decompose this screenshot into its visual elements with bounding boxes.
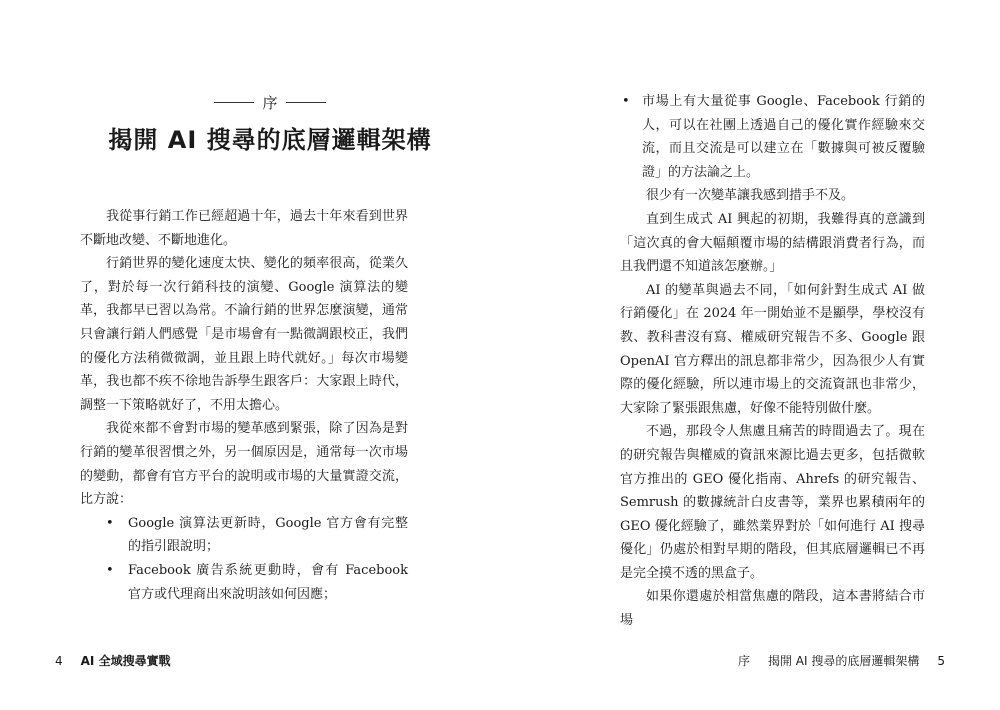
paragraph: 如果你還處於相當焦慮的階段，這本書將結合市場 xyxy=(620,589,925,629)
running-book-title: AI 全域搜尋實戰 xyxy=(80,654,171,668)
page-number: 4 xyxy=(55,653,63,668)
page-number: 5 xyxy=(937,653,945,668)
paragraph: 直到生成式 AI 興起的初期，我難得真的意識到「這次真的會大幅顛覆市場的結構跟消費者行為，而且我們還不知道該怎麼辦。」 xyxy=(620,211,925,275)
right-body-text xyxy=(620,90,925,633)
paragraph: 我從來都不會對市場的變革感到緊張，除了因為是對行銷的變革很習慣之外，另一個原因是，通常每一次市場的變動，都會有官方平台的說明或市場的大量實證交流，比方說： xyxy=(80,421,408,508)
bullet-item: • Google 演算法更新時，Google 官方會有完整的指引跟說明； xyxy=(80,512,408,559)
section-rule-right xyxy=(286,102,326,103)
bullet-list xyxy=(620,90,925,184)
chapter-title: 揭開 AI 搜尋的底層邏輯架構 xyxy=(108,126,432,154)
right-footer xyxy=(738,652,945,669)
bullet-list xyxy=(80,512,408,606)
running-chapter-title: 揭開 AI 搜尋的底層邏輯架構 xyxy=(767,654,920,668)
right-page xyxy=(500,0,1000,710)
paragraph: 我從事行銷工作已經超過十年，過去十年來看到世界不斷地改變、不斷地進化。 xyxy=(80,209,408,248)
section-mark xyxy=(190,92,350,113)
left-body-text xyxy=(80,205,408,606)
section-label: 序 xyxy=(262,94,278,112)
bullet-item: • Facebook 廣告系統更動時，會有 Facebook 官方或代理商出來說明該如何因應； xyxy=(80,559,408,606)
paragraph: 很少有一次變革讓我感到措手不及。 xyxy=(646,188,855,204)
left-footer xyxy=(55,652,171,669)
paragraph: 不過，那段令人焦慮且痛苦的時間過去了。現在的研究報告與權威的資訊來源比過去更多，包括微軟官方推出的 GEO 優化指南、Ahrefs 的研究報告、Semrush 的數據統計白皮書等，業界也累積兩年的 GEO 優化經驗了，雖然業界對於「如何進行 AI 搜尋優化」仍處於相對早期的階段，但其底層邏輯已不再是完全摸不透的黑盒子。 xyxy=(620,424,925,581)
paragraph: 行銷世界的變化速度太快、變化的頻率很高，從業久了，對於每一次行銷科技的演變、Google 演算法的變革，我都早已習以為常。不論行銷的世界怎麼演變，通常只會讓行銷人們感覺「是市場會有一點微調跟校正，我們的優化方法稍微微調，並且跟上時代就好。」每次市場變革，我也都不疾不徐地告訴學生跟客戶：大家跟上時代，調整一下策略就好了，不用太擔心。 xyxy=(80,256,408,413)
paragraph: AI 的變革與過去不同，「如何針對生成式 AI 做行銷優化」在 2024 年一開始並不是顯學，學校沒有教、教科書沒有寫、權威研究報告不多、Google 跟 OpenAI 官方釋出的訊息都非常少，因為很少人有實際的優化經驗，所以連市場上的交流資訊也非常少，大家除了緊張跟焦慮，好像不能特別做什麼。 xyxy=(620,282,925,416)
running-section-label: 序 xyxy=(737,654,750,668)
bullet-item: • 市場上有大量從事 Google、Facebook 行銷的人，可以在社團上透過自己的優化實作經驗來交流，而且交流是可以建立在「數據與可被反覆驗證」的方法論之上。 xyxy=(620,90,925,184)
section-rule-left xyxy=(214,102,254,103)
